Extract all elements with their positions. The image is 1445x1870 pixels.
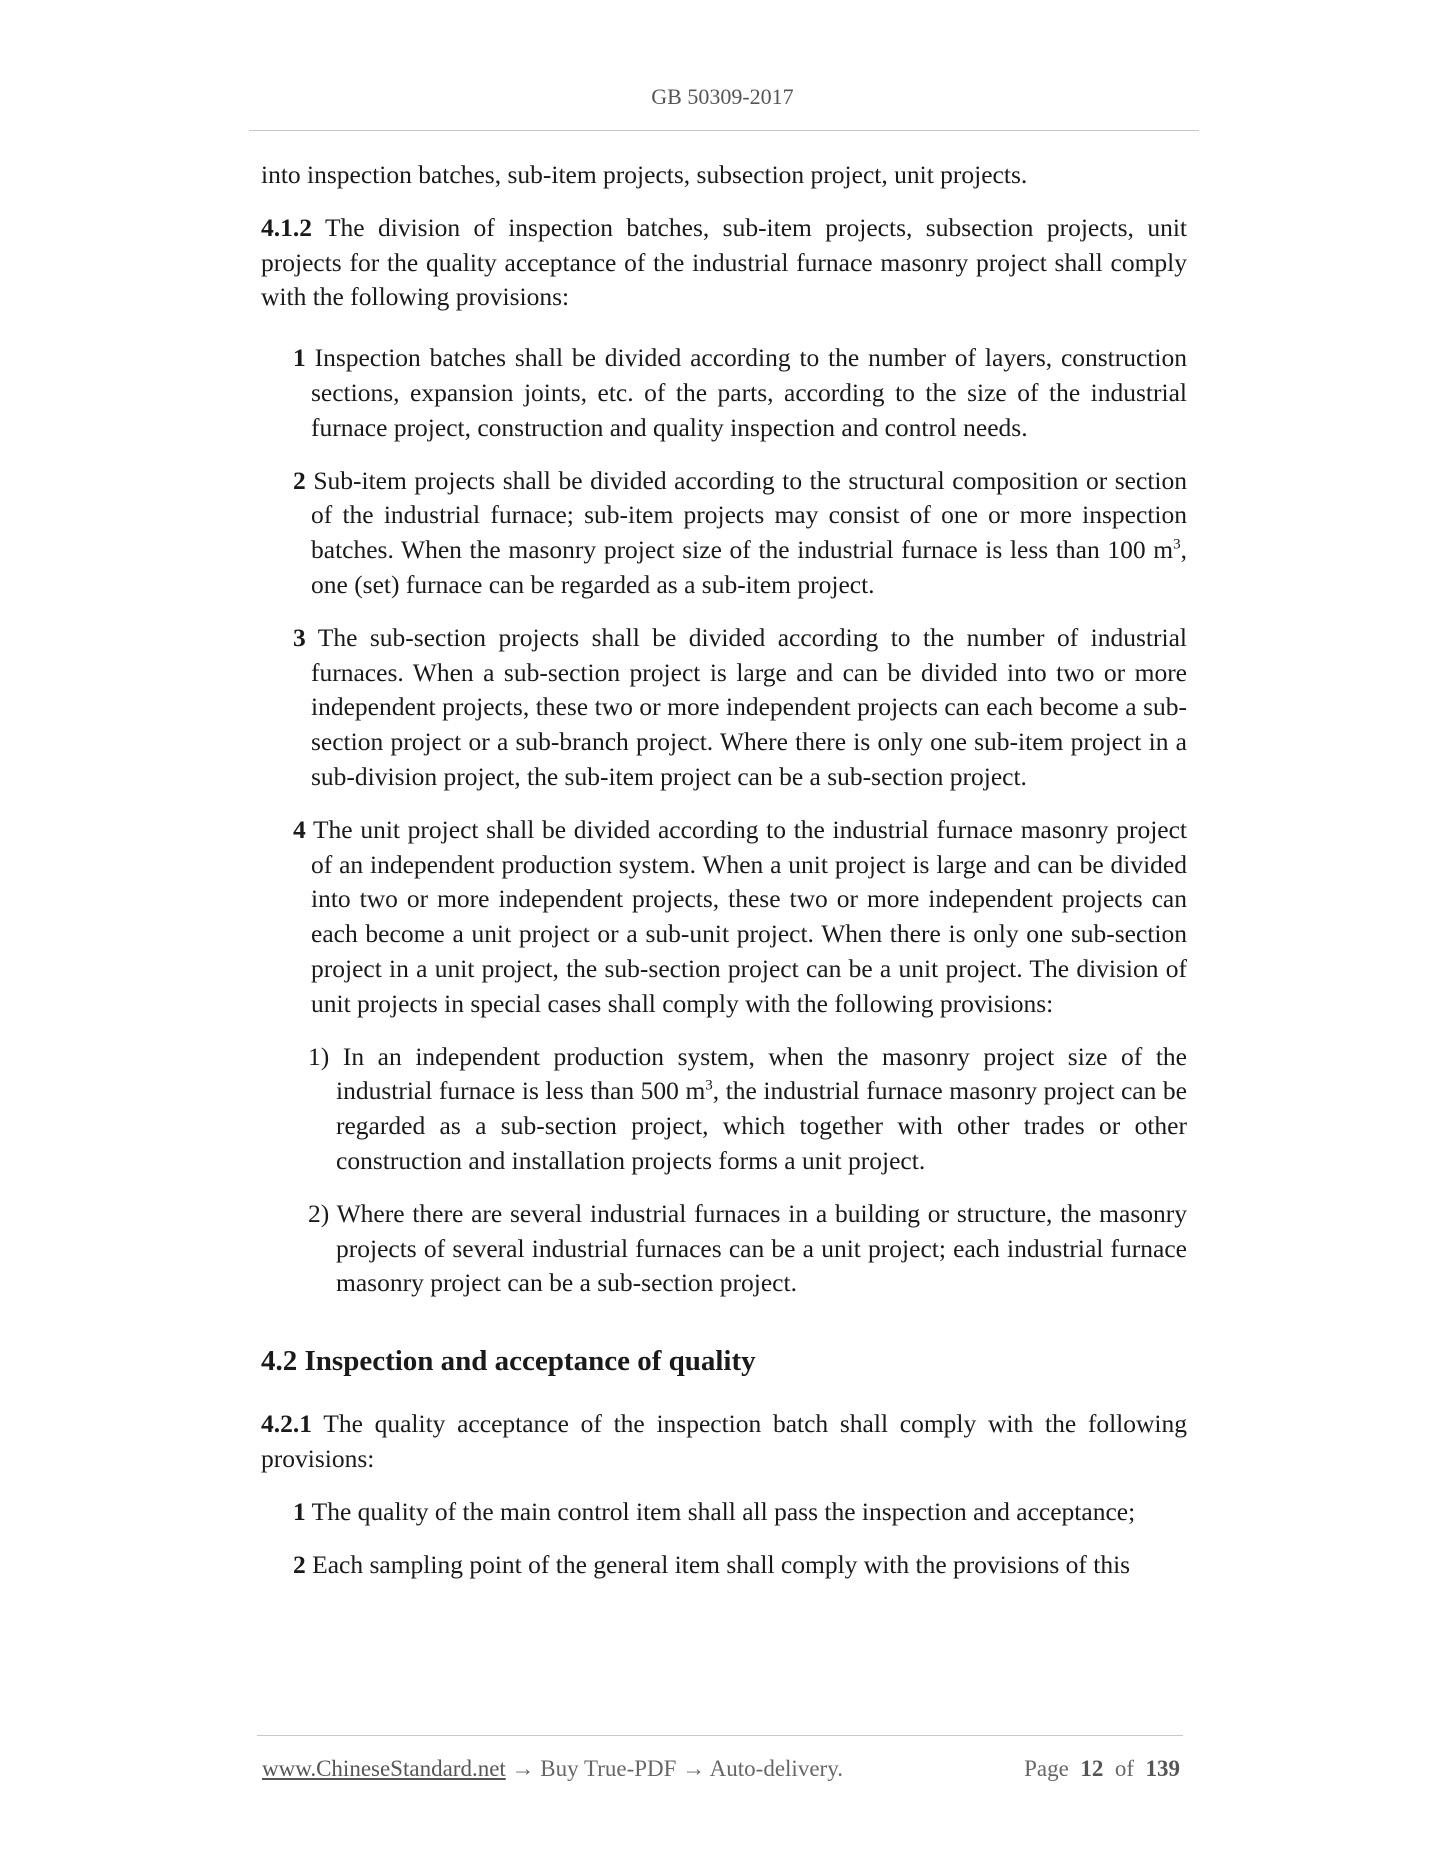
document-body [261, 158, 1187, 1582]
section-heading: 4.2 Inspection and acceptance of quality [261, 1345, 756, 1378]
buy-pdf-text: Buy True-PDF [540, 1756, 677, 1781]
sub-item-1 [261, 1040, 1187, 1179]
item-text: The sub-section projects shall be divided according to the number of industrial furnaces. When a sub-section project is large and can be divided into two or more independent projects, these two or more independent projects can each become a sub-section project or a sub-branch project. Where there is only one sub-item project in a sub-division project, the sub-item project can be a sub-section project. [305, 622, 1187, 791]
item-text: Sub-item projects shall be divided according to the structural composition or section of the industrial furnace; sub-item projects may consist of one or more inspection batches. When the masonry project size of the industrial furnace is less than 100 m [305, 465, 1187, 565]
item-number: 1 [293, 1496, 306, 1526]
item-text-tail: , one (set) furnace can be regarded as a sub-item project. [311, 535, 1187, 599]
item-number: 2 [293, 465, 306, 495]
clause-4-1-2 [261, 211, 1187, 315]
item-text: The unit project shall be divided according to the industrial furnace masonry project of an independent production system. When a unit project is large and can be divided into two or more independent projects, these two or more independent projects can each become a unit project or a sub-unit project. When there is only one sub-section project in a unit project, the sub-section project can be a unit project. The division of unit projects in special cases shall comply with the following provisions: [305, 814, 1187, 1018]
list-item-1 [261, 1495, 1187, 1530]
clause-text: The quality acceptance of the inspection batch shall comply with the following provisions: [261, 1409, 1187, 1473]
page-header-title: GB 50309-2017 [651, 84, 794, 109]
superscript: 3 [705, 1077, 713, 1094]
auto-delivery-text: Auto-delivery. [709, 1756, 843, 1781]
page-label: Page [1024, 1756, 1069, 1781]
list-item-4 [261, 813, 1187, 1022]
continued-paragraph: into inspection batches, sub-item projects, subsection project, unit projects. [261, 160, 1028, 189]
list-item-3 [261, 621, 1187, 795]
item-number: 2 [293, 1549, 306, 1579]
arrow-icon: → [505, 1756, 541, 1781]
header-divider [249, 130, 1199, 131]
clause-number: 4.1.2 [261, 212, 312, 242]
clause-text: The division of inspection batches, sub-item projects, subsection projects, unit projects for the quality acceptance of the industrial furnace masonry project shall comply with the following provisions: [261, 212, 1187, 312]
of-label: of [1114, 1756, 1134, 1781]
page-number: 12 [1080, 1756, 1104, 1781]
item-number: 3 [293, 622, 306, 652]
arrow-icon: → [676, 1756, 710, 1781]
item-number: 4 [293, 814, 306, 844]
sub-item-2 [261, 1197, 1187, 1301]
list-item-2 [261, 464, 1187, 603]
page-total: 139 [1145, 1756, 1180, 1781]
sub-item-text-tail: , the industrial furnace masonry project can be regarded as a sub-section project, which together with other trades or other construction and installation projects forms a unit project. [336, 1076, 1187, 1175]
page-footer [262, 1756, 1182, 1782]
sub-item-text: 2) Where there are several industrial furnaces in a building or structure, the masonry projects of several industrial furnaces can be a unit project; each industrial furnace masonry project can be a sub-section project. [308, 1198, 1187, 1298]
page-indicator [1024, 1756, 1180, 1782]
superscript: 3 [1173, 536, 1181, 553]
list-item-1 [261, 341, 1187, 445]
sub-item-text: 1) In an independent production system, when the masonry project size of the industrial furnace is less than 500 m [308, 1041, 1187, 1106]
website-link[interactable]: www.ChineseStandard.net [262, 1756, 506, 1781]
item-text: Inspection batches shall be divided according to the number of layers, construction sections, expansion joints, etc. of the parts, according to the size of the industrial furnace project, construction and quality inspection and control needs. [305, 343, 1187, 442]
clause-number: 4.2.1 [261, 1409, 312, 1439]
list-item-2 [261, 1548, 1187, 1583]
footer-divider [257, 1735, 1183, 1736]
item-number: 1 [293, 343, 306, 373]
clause-4-2-1 [261, 1407, 1187, 1477]
item-text: Each sampling point of the general item shall comply with the provisions of this [305, 1549, 1131, 1579]
item-text: The quality of the main control item shall all pass the inspection and acceptance; [305, 1496, 1136, 1526]
